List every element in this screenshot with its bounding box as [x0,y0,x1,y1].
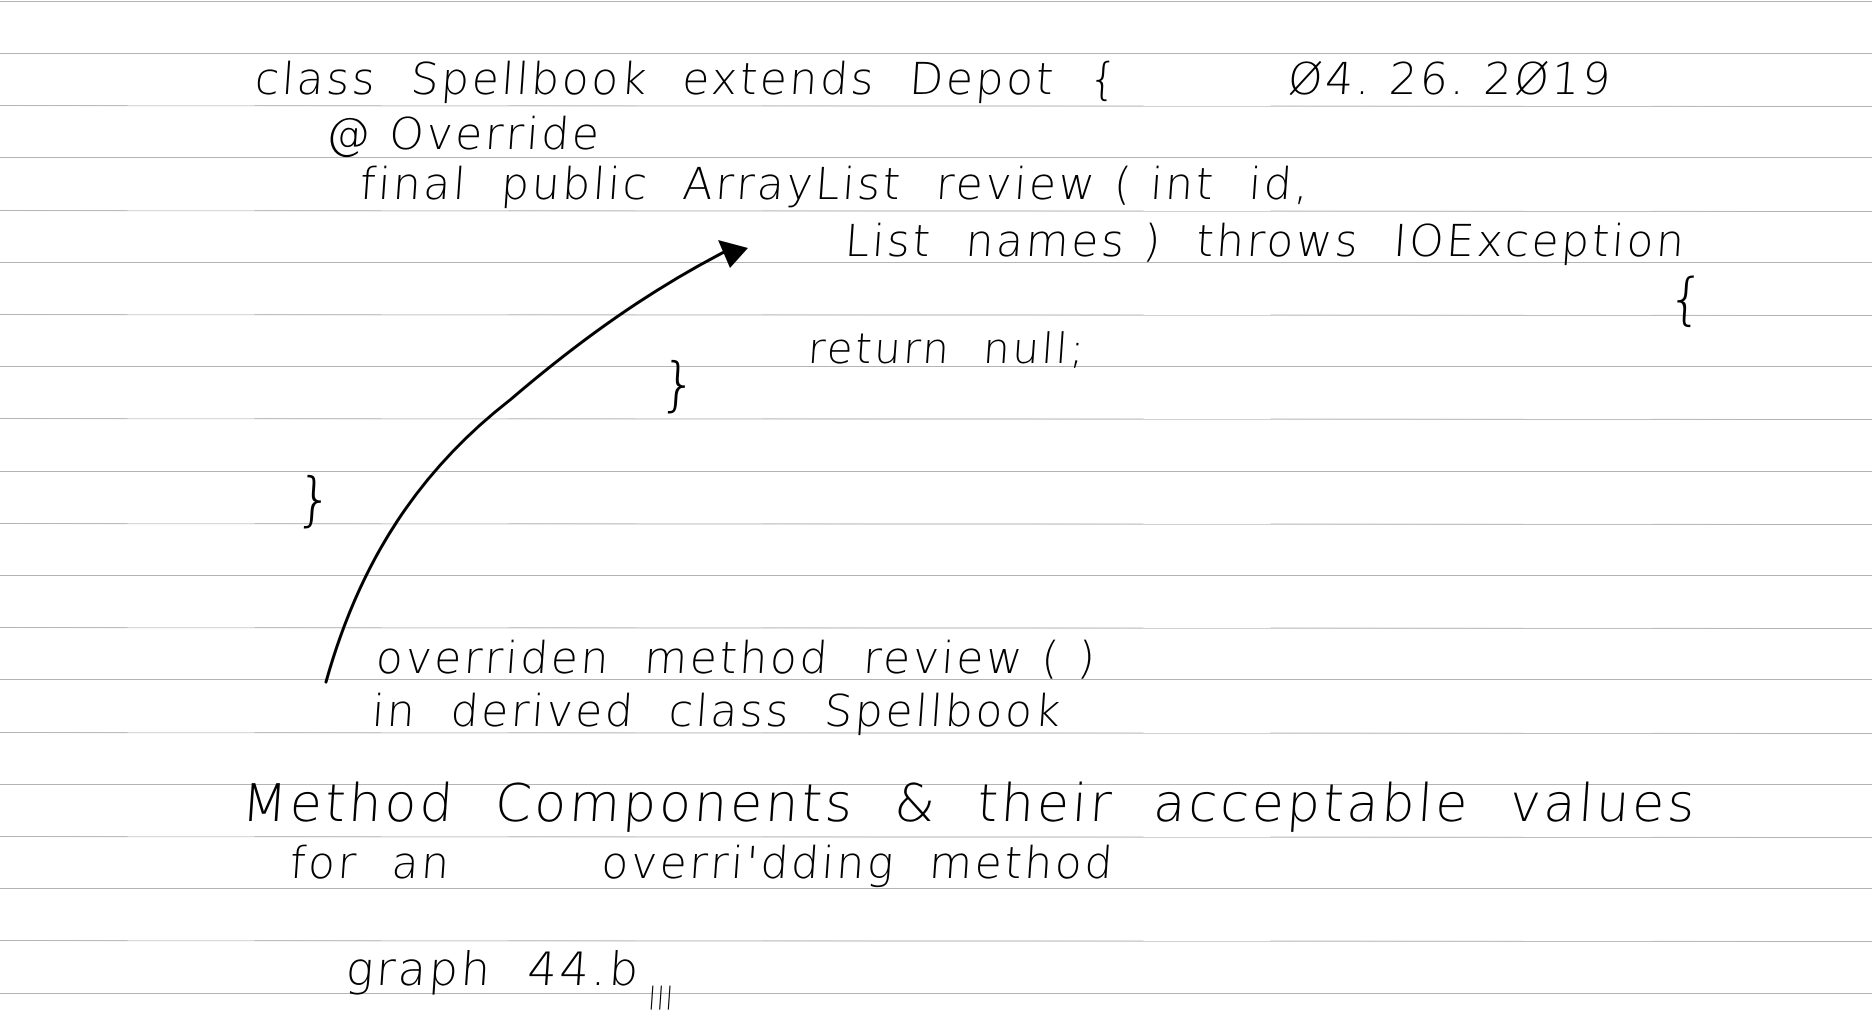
method-signature-line-1: final public ArrayList review ( int id, [358,159,1313,210]
ruled-line [0,941,1872,942]
ruled-line [0,315,1872,316]
heading-line-2: for an overri'dding method [288,838,1117,889]
heading-line-1: Method Components & their acceptable values [239,774,1700,834]
ruled-line [0,106,1872,107]
callout-line-1: overriden method review ( ) [374,633,1100,684]
override-annotation: @ Override [324,109,604,160]
method-close-brace: } [657,350,703,418]
date-note: Ø4. 26. 2Ø19 [1286,54,1615,105]
method-signature-line-2: List names ) throws IOException [843,216,1689,267]
ruled-line [0,628,1872,629]
graph-reference: graph 44.b [344,942,643,996]
return-statement: return null; [806,324,1089,373]
ruled-line [0,211,1872,212]
ruled-line [0,419,1872,420]
tally-marks: ||| [647,982,675,1010]
class-declaration: class Spellbook extends Depot { [253,54,1122,105]
ruled-line [0,524,1872,525]
method-open-brace: { [1665,267,1710,332]
class-close-brace: } [293,465,339,533]
callout-line-2: in derived class Spellbook [370,686,1065,737]
